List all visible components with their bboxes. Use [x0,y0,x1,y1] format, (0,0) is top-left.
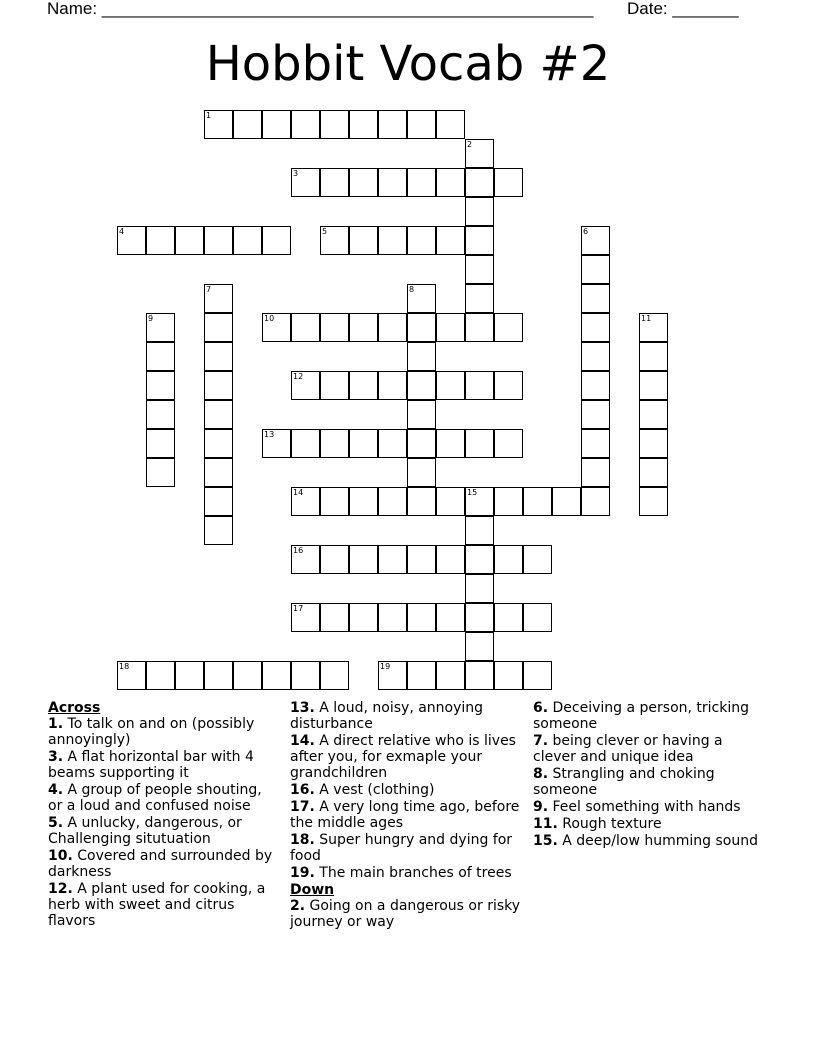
clue-text: A unlucky, dangerous, or Challenging situtuation [48,815,242,847]
grid-cell[interactable] [407,487,436,516]
grid-cell[interactable] [581,226,610,255]
clue-text: being clever or having a clever and unique idea [533,733,723,765]
grid-cell[interactable] [407,110,436,139]
grid-cell[interactable] [349,429,378,458]
clue-text: A very long time ago, before the middle ages [290,799,520,831]
grid-cell[interactable] [291,313,320,342]
clue-number: 14. [290,733,315,749]
grid-cell[interactable] [291,487,320,516]
grid-cell[interactable] [639,313,668,342]
grid-cell[interactable] [146,400,175,429]
grid-cell[interactable] [320,487,349,516]
grid-cell[interactable] [204,400,233,429]
grid-cell[interactable] [146,371,175,400]
grid-cell[interactable] [494,603,523,632]
grid-cell[interactable] [320,661,349,690]
clue-across-16 [290,782,522,798]
cell-number: 6 [583,227,589,236]
grid-cell[interactable] [465,371,494,400]
grid-cell[interactable] [494,313,523,342]
clue-text: A group of people shouting, or a loud and confused noise [48,782,262,814]
grid-cell[interactable] [436,110,465,139]
grid-cell[interactable] [436,371,465,400]
grid-cell[interactable] [494,168,523,197]
grid-cell[interactable] [204,429,233,458]
grid-cell[interactable] [204,371,233,400]
grid-cell[interactable] [407,458,436,487]
grid-cell[interactable] [146,458,175,487]
grid-cell[interactable] [262,429,291,458]
grid-cell[interactable] [262,110,291,139]
clue-text: A direct relative who is lives after you, for exmaple your grandchildren [290,733,516,781]
clues-column-2 [290,700,522,931]
grid-cell[interactable] [378,226,407,255]
grid-cell[interactable] [407,284,436,313]
grid-cell[interactable] [378,603,407,632]
cell-number: 7 [206,285,212,294]
grid-cell[interactable] [523,603,552,632]
grid-cell[interactable] [349,110,378,139]
grid-cell[interactable] [639,487,668,516]
grid-cell[interactable] [175,226,204,255]
clue-down-7 [533,733,765,765]
grid-cell[interactable] [407,545,436,574]
cell-number: 3 [293,169,299,178]
grid-cell[interactable] [581,255,610,284]
grid-cell[interactable] [407,661,436,690]
grid-cell[interactable] [291,545,320,574]
grid-cell[interactable] [465,255,494,284]
clue-text: Deceiving a person, tricking someone [533,700,750,732]
clue-across-12 [48,881,280,929]
grid-cell[interactable] [378,487,407,516]
clue-number: 7. [533,733,549,749]
grid-cell[interactable] [465,516,494,545]
clue-number: 6. [533,700,549,716]
grid-cell[interactable] [639,371,668,400]
clue-text: A plant used for cooking, a herb with sweet and citrus flavors [48,881,266,929]
grid-cell[interactable] [378,168,407,197]
clue-number: 10. [48,848,73,864]
grid-cell[interactable] [291,429,320,458]
grid-cell[interactable] [320,168,349,197]
cell-number: 18 [119,662,130,671]
grid-cell[interactable] [117,226,146,255]
date-label: Date: [627,0,673,18]
down-heading: Down [290,882,335,898]
grid-cell[interactable] [291,603,320,632]
grid-cell[interactable] [407,342,436,371]
clue-down-6 [533,700,765,732]
cell-number: 16 [293,546,304,555]
grid-cell[interactable] [494,487,523,516]
clue-number: 9. [533,799,549,815]
clue-number: 8. [533,766,549,782]
grid-cell[interactable] [262,226,291,255]
clue-number: 19. [290,865,315,881]
grid-cell[interactable] [494,429,523,458]
grid-cell[interactable] [204,661,233,690]
grid-cell[interactable] [320,313,349,342]
clues-column-3 [533,700,765,850]
grid-cell[interactable] [436,603,465,632]
grid-cell[interactable] [436,429,465,458]
clue-down-9 [533,799,765,815]
grid-cell[interactable] [378,545,407,574]
cell-number: 1 [206,111,212,120]
clues-column-1 [48,700,280,930]
grid-cell[interactable] [320,371,349,400]
grid-cell[interactable] [523,487,552,516]
clue-down-11 [533,816,765,832]
grid-cell[interactable] [146,226,175,255]
grid-cell[interactable] [436,226,465,255]
grid-cell[interactable] [465,632,494,661]
clue-text: The main branches of trees [319,865,512,881]
grid-cell[interactable] [639,400,668,429]
grid-cell[interactable] [436,168,465,197]
grid-cell[interactable] [581,342,610,371]
clue-number: 2. [290,898,306,914]
grid-cell[interactable] [465,313,494,342]
grid-cell[interactable] [407,603,436,632]
clue-across-19 [290,865,522,881]
grid-cell[interactable] [494,371,523,400]
grid-cell[interactable] [639,429,668,458]
clue-text: Feel something with hands [552,799,741,815]
grid-cell[interactable] [581,284,610,313]
grid-cell[interactable] [320,429,349,458]
clue-number: 15. [533,833,558,849]
grid-cell[interactable] [407,168,436,197]
grid-cell[interactable] [204,313,233,342]
clue-text: A deep/low humming sound [562,833,758,849]
grid-cell[interactable] [436,661,465,690]
cell-number: 4 [119,227,125,236]
clue-text: Covered and surrounded by darkness [48,848,273,880]
cell-number: 15 [467,488,478,497]
clue-across-17 [290,799,522,831]
clue-number: 13. [290,700,315,716]
grid-cell[interactable] [320,603,349,632]
clue-across-4 [48,782,280,814]
grid-cell[interactable] [146,313,175,342]
clue-across-14 [290,733,522,781]
grid-cell[interactable] [378,371,407,400]
grid-cell[interactable] [465,603,494,632]
grid-cell[interactable] [349,226,378,255]
clue-text: Super hungry and dying for food [290,832,513,864]
grid-cell[interactable] [407,429,436,458]
grid-cell[interactable] [465,661,494,690]
grid-cell[interactable] [320,226,349,255]
clue-text: Going on a dangerous or risky journey or way [290,898,521,930]
cell-number: 13 [264,430,275,439]
clue-number: 12. [48,881,73,897]
across-heading: Across [48,700,101,716]
grid-cell[interactable] [494,661,523,690]
grid-cell[interactable] [436,487,465,516]
clue-number: 3. [48,749,64,765]
grid-cell[interactable] [465,168,494,197]
clue-text: A flat horizontal bar with 4 beams supporting it [48,749,254,781]
grid-cell[interactable] [204,226,233,255]
grid-cell[interactable] [349,545,378,574]
grid-cell[interactable] [291,168,320,197]
grid-cell[interactable] [407,400,436,429]
grid-cell[interactable] [320,110,349,139]
clue-number: 17. [290,799,315,815]
clue-text: To talk on and on (possibly annoyingly) [48,716,255,748]
grid-cell[interactable] [407,226,436,255]
clue-number: 1. [48,716,64,732]
clue-across-18 [290,832,522,864]
cell-number: 11 [641,314,652,323]
cell-number: 19 [380,662,391,671]
grid-cell[interactable] [581,313,610,342]
clue-text: A vest (clothing) [319,782,435,798]
grid-cell[interactable] [204,516,233,545]
grid-cell[interactable] [320,545,349,574]
grid-cell[interactable] [233,110,262,139]
grid-cell[interactable] [552,487,581,516]
clue-number: 5. [48,815,64,831]
grid-cell[interactable] [494,545,523,574]
grid-cell[interactable] [581,429,610,458]
cell-number: 14 [293,488,304,497]
grid-cell[interactable] [291,661,320,690]
grid-cell[interactable] [349,371,378,400]
grid-cell[interactable] [349,603,378,632]
grid-cell[interactable] [465,545,494,574]
grid-cell[interactable] [291,371,320,400]
clue-number: 11. [533,816,558,832]
grid-cell[interactable] [291,110,320,139]
grid-cell[interactable] [233,661,262,690]
clue-across-3 [48,749,280,781]
grid-cell[interactable] [117,661,146,690]
grid-cell[interactable] [378,429,407,458]
grid-cell[interactable] [378,110,407,139]
clue-text: A loud, noisy, annoying disturbance [290,700,484,732]
clue-number: 4. [48,782,64,798]
grid-cell[interactable] [175,661,204,690]
clue-down-15 [533,833,765,849]
clue-across-10 [48,848,280,880]
grid-cell[interactable] [581,400,610,429]
grid-cell[interactable] [204,458,233,487]
clue-text: Rough texture [562,816,662,832]
grid-cell[interactable] [523,661,552,690]
grid-cell[interactable] [204,110,233,139]
cell-number: 10 [264,314,275,323]
grid-cell[interactable] [465,139,494,168]
grid-cell[interactable] [465,197,494,226]
grid-cell[interactable] [349,168,378,197]
grid-cell[interactable] [204,284,233,313]
grid-cell[interactable] [146,342,175,371]
clue-across-1 [48,716,280,748]
grid-cell[interactable] [639,458,668,487]
clue-text: Strangling and choking someone [533,766,715,798]
date-blank[interactable]: _______ [672,0,739,18]
cell-number: 5 [322,227,328,236]
grid-cell[interactable] [349,487,378,516]
grid-cell[interactable] [581,371,610,400]
cell-number: 2 [467,140,473,149]
grid-cell[interactable] [407,313,436,342]
grid-cell[interactable] [146,429,175,458]
page-title: Hobbit Vocab #2 [205,36,611,92]
cell-number: 17 [293,604,304,613]
grid-cell[interactable] [378,313,407,342]
grid-cell[interactable] [436,545,465,574]
grid-cell[interactable] [465,284,494,313]
name-label: Name: [47,0,102,18]
grid-cell[interactable] [349,313,378,342]
grid-cell[interactable] [639,342,668,371]
grid-cell[interactable] [465,429,494,458]
grid-cell[interactable] [465,574,494,603]
clue-number: 18. [290,832,315,848]
cell-number: 8 [409,285,415,294]
grid-cell[interactable] [465,487,494,516]
grid-cell[interactable] [523,545,552,574]
grid-cell[interactable] [204,487,233,516]
grid-cell[interactable] [262,313,291,342]
clue-across-13 [290,700,522,732]
grid-cell[interactable] [233,226,262,255]
name-blank[interactable]: ____________________________________________________ [101,0,594,18]
grid-cell[interactable] [378,661,407,690]
clue-down-8 [533,766,765,798]
grid-cell[interactable] [407,371,436,400]
grid-cell[interactable] [262,661,291,690]
grid-cell[interactable] [146,661,175,690]
cell-number: 12 [293,372,304,381]
cell-number: 9 [148,314,154,323]
clue-number: 16. [290,782,315,798]
grid-cell[interactable] [436,313,465,342]
grid-cell[interactable] [581,458,610,487]
clue-down-2 [290,898,522,930]
clue-across-5 [48,815,280,847]
grid-cell[interactable] [204,342,233,371]
grid-cell[interactable] [465,226,494,255]
grid-cell[interactable] [581,487,610,516]
